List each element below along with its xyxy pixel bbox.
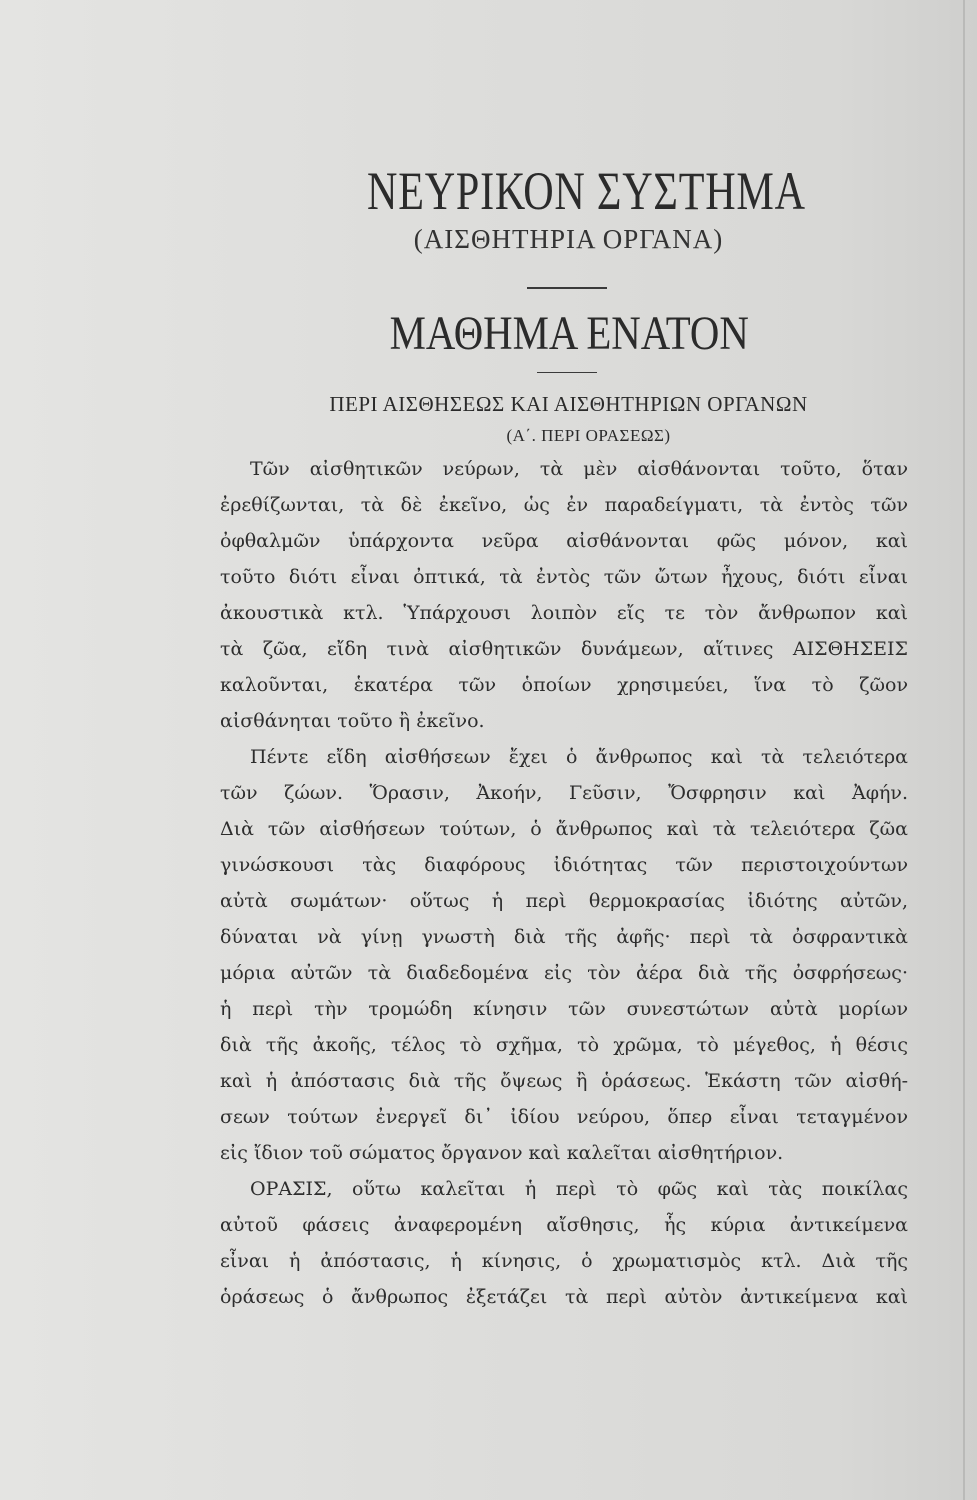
body-line-10: τῶν ζώων. Ὅρασιν, Ἀκοήν, Γεῦσιν, Ὄσφρησιν καὶ Ἀφήν. [220, 782, 908, 804]
body-line-6: τὰ ζῶα, εἴδη τινὰ αἰσθητικῶν δυνάμεων, αἵτινες ΑΙΣΘΗΣΕΙΣ [220, 638, 908, 660]
body-line-8: αἰσθάνηται τοῦτο ἢ ἐκεῖνο. [220, 710, 485, 732]
chapter-subtitle: (ΑΙΣΘΗΤΗΡΙΑ ΟΡΓΑΝΑ) [413, 224, 724, 254]
body-line-12: γινώσκουσι τὰς διαφόρους ἰδιότητας τῶν περιστοιχούντων [220, 854, 908, 876]
body-line-17: διὰ τῆς ἀκοῆς, τέλος τὸ σχῆμα, τὸ χρῶμα, τὸ μέγεθος, ἡ θέσις [220, 1034, 908, 1056]
subsection-heading: (Α΄. ΠΕΡΙ ΟΡΑΣΕΩΣ) [506, 426, 671, 445]
body-line-7: καλοῦνται, ἑκατέρα τῶν ὁποίων χρησιμεύει, ἵνα τὸ ζῶον [220, 674, 908, 696]
body-line-5: ἀκουστικὰ κτλ. Ὑπάρχουσι λοιπὸν εἴς τε τὸν ἄνθρωπον καὶ [220, 602, 908, 624]
body-line-3: ὀφθαλμῶν ὑπάρχοντα νεῦρα αἰσθάνονται φῶς μόνον, καὶ [220, 530, 908, 552]
body-line-9: Πέντε εἴδη αἰσθήσεων ἔχει ὁ ἄνθρωπος καὶ τὰ τελειότερα [250, 746, 908, 768]
body-line-23: εἶναι ἡ ἀπόστασις, ἡ κίνησις, ὁ χρωματισμὸς κτλ. Διὰ τῆς [220, 1250, 908, 1272]
body-line-4: τοῦτο διότι εἶναι ὀπτικά, τὰ ἐντὸς τῶν ὤτων ἦχους, διότι εἶναι [220, 566, 908, 588]
lesson-heading: ΜΑΘΗΜΑ ΕΝΑΤΟΝ [389, 307, 749, 360]
divider-rule-2 [537, 372, 597, 373]
body-line-19: σεων τούτων ἐνεργεῖ δι᾿ ἰδίου νεύρου, ὅπερ εἶναι τεταγμένον [220, 1106, 908, 1128]
body-line-16: ἡ περὶ τὴν τρομώδη κίνησιν τῶν συνεστώτων αὐτὰ μορίων [220, 998, 908, 1020]
body-line-15: μόρια αὐτῶν τὰ διαδεδομένα εἰς τὸν ἀέρα διὰ τῆς ὀσφρήσεως· [220, 962, 908, 984]
chapter-title: ΝΕΥΡΙΚΟΝ ΣΥΣΤΗΜΑ [367, 161, 806, 221]
body-line-24: ὁράσεως ὁ ἄνθρωπος ἐξετάζει τὰ περὶ αὐτὸν ἀντικείμενα καὶ [220, 1286, 908, 1308]
divider-rule-1 [527, 287, 607, 289]
body-line-18: καὶ ἡ ἀπόστασις διὰ τῆς ὄψεως ἢ ὁράσεως. Ἑκάστη τῶν αἰσθή- [220, 1070, 908, 1092]
section-heading: ΠΕΡΙ ΑΙΣΘΗΣΕΩΣ ΚΑΙ ΑΙΣΘΗΤΗΡΙΩΝ ΟΡΓΑΝΩΝ [329, 392, 808, 416]
body-line-20: εἰς ἴδιον τοῦ σώματος ὄργανον καὶ καλεῖται αἰσθητήριον. [220, 1142, 784, 1164]
body-line-22: αὐτοῦ φάσεις ἀναφερομένη αἴσθησις, ἧς κύρια ἀντικείμενα [220, 1214, 908, 1236]
body-line-2: ἐρεθίζωνται, τὰ δὲ ἐκεῖνο, ὡς ἐν παραδείγματι, τὰ ἐντὸς τῶν [220, 494, 908, 516]
body-line-21: ΟΡΑΣΙΣ, οὕτω καλεῖται ἡ περὶ τὸ φῶς καὶ τὰς ποικίλας [250, 1178, 908, 1200]
body-line-14: δύναται νὰ γίνῃ γνωστὴ διὰ τῆς ἀφῆς· περὶ τὰ ὀσφραντικὰ [220, 926, 908, 948]
body-line-13: αὐτὰ σωμάτων· οὕτως ἡ περὶ θερμοκρασίας ἰδιότης αὐτῶν, [220, 890, 908, 912]
body-line-1: Τῶν αἰσθητικῶν νεύρων, τὰ μὲν αἰσθάνονται τοῦτο, ὅταν [250, 458, 908, 480]
body-line-11: Διὰ τῶν αἰσθήσεων τούτων, ὁ ἄνθρωπος καὶ τὰ τελειότερα ζῶα [220, 818, 908, 840]
